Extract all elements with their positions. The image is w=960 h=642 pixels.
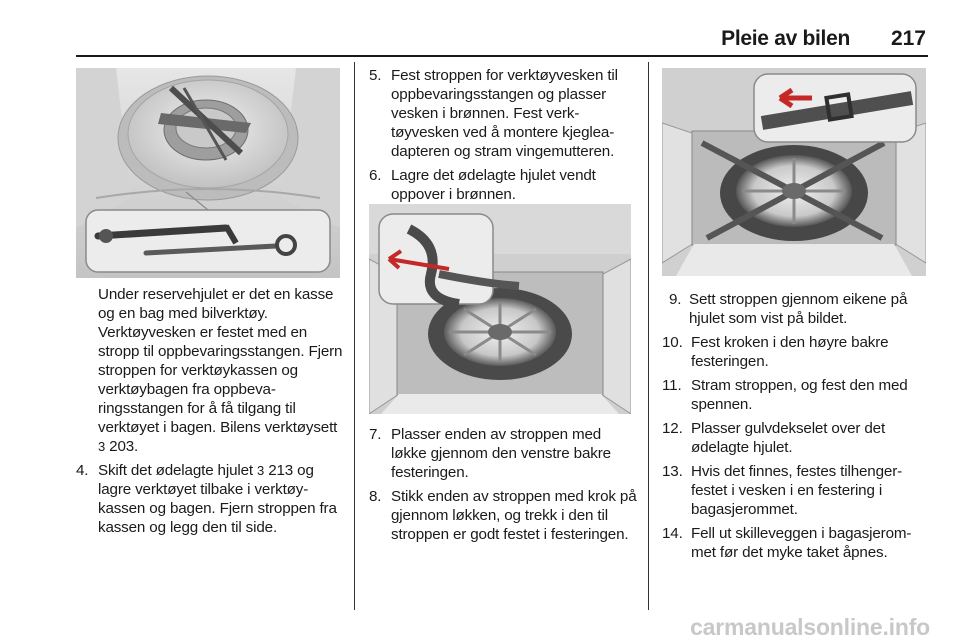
list-item-step-4: 4. Skift det ødelagte hjulet 3 213 og lagre verktøyet tilbake i verktøykassen og bagen. Fjern stroppen fra kassen og legg den til side. (76, 462, 337, 536)
list-item-step-13: 13. Hvis det finnes, festes tilhengerfestet i vesken i en festering i bagasjerommet. (662, 463, 903, 518)
list-item-step-9: 9. Sett stroppen gjennom eikene på hjulet som vist på bildet. (669, 291, 908, 327)
list-item-step-10: 10. Fest kroken i den høyre bakre festeringen. (662, 334, 889, 370)
illustration-strap-buckle (662, 68, 926, 276)
list-item-step-6: 6. Lagre det ødelagte hjulet vendt oppover i brønnen. (369, 167, 596, 203)
list-item-step-11: 11. Stram stroppen, og fest den med spennen. (662, 377, 908, 413)
list-item-step-5: 5. Fest stroppen for verktøyvesken til oppbevaringsstangen og plasser vesken i brønnen. Fest verktøyvesken ved å montere kjegleadapteren og stram vingemutteren. (369, 67, 618, 160)
header-rule (76, 55, 928, 57)
page-title: Pleie av bilen (721, 27, 850, 50)
column-2-top (369, 66, 639, 209)
illustration-strap-left-ring (369, 204, 631, 414)
column-1 (76, 285, 344, 542)
list-item-step-8: 8. Stikk enden av stroppen med krok på gjennom løkken, og trekk i den til stroppen er godt festet i festeringen. (369, 488, 637, 543)
list-item-step-14: 14. Fell ut skilleveggen i bagasjerommet før det myke taket åpnes. (662, 525, 912, 561)
list-item-step-12: 12. Plasser gulvdekselet over det ødelagte hjulet. (662, 420, 886, 456)
column-2-bottom (369, 425, 639, 549)
list-item-step-7: 7. Plasser enden av stroppen med løkke gjennom den venstre bakre festeringen. (369, 426, 611, 481)
page-number: 217 (890, 27, 926, 50)
column-3 (662, 290, 930, 567)
watermark: carmanualsonline.info (690, 614, 930, 640)
column-divider-right (648, 62, 649, 610)
column-divider-left (354, 62, 355, 610)
reference-arrow-icon: 3 (98, 439, 106, 454)
illustration-spare-wheel-tools (76, 68, 340, 278)
paragraph-tool-kit: Under reservehjulet er det en kasse og en bag med bilverktøy. Verktøyvesken er festet med en stropp til oppbevaringsstangen. Fjern stroppen for verktøykassen og verktøybagen fra oppbevaringsstangen for å få tilgang til verktøyet i bagen. Bilens verktøysett 3 203. (98, 286, 343, 455)
reference-arrow-icon: 3 (257, 463, 265, 478)
